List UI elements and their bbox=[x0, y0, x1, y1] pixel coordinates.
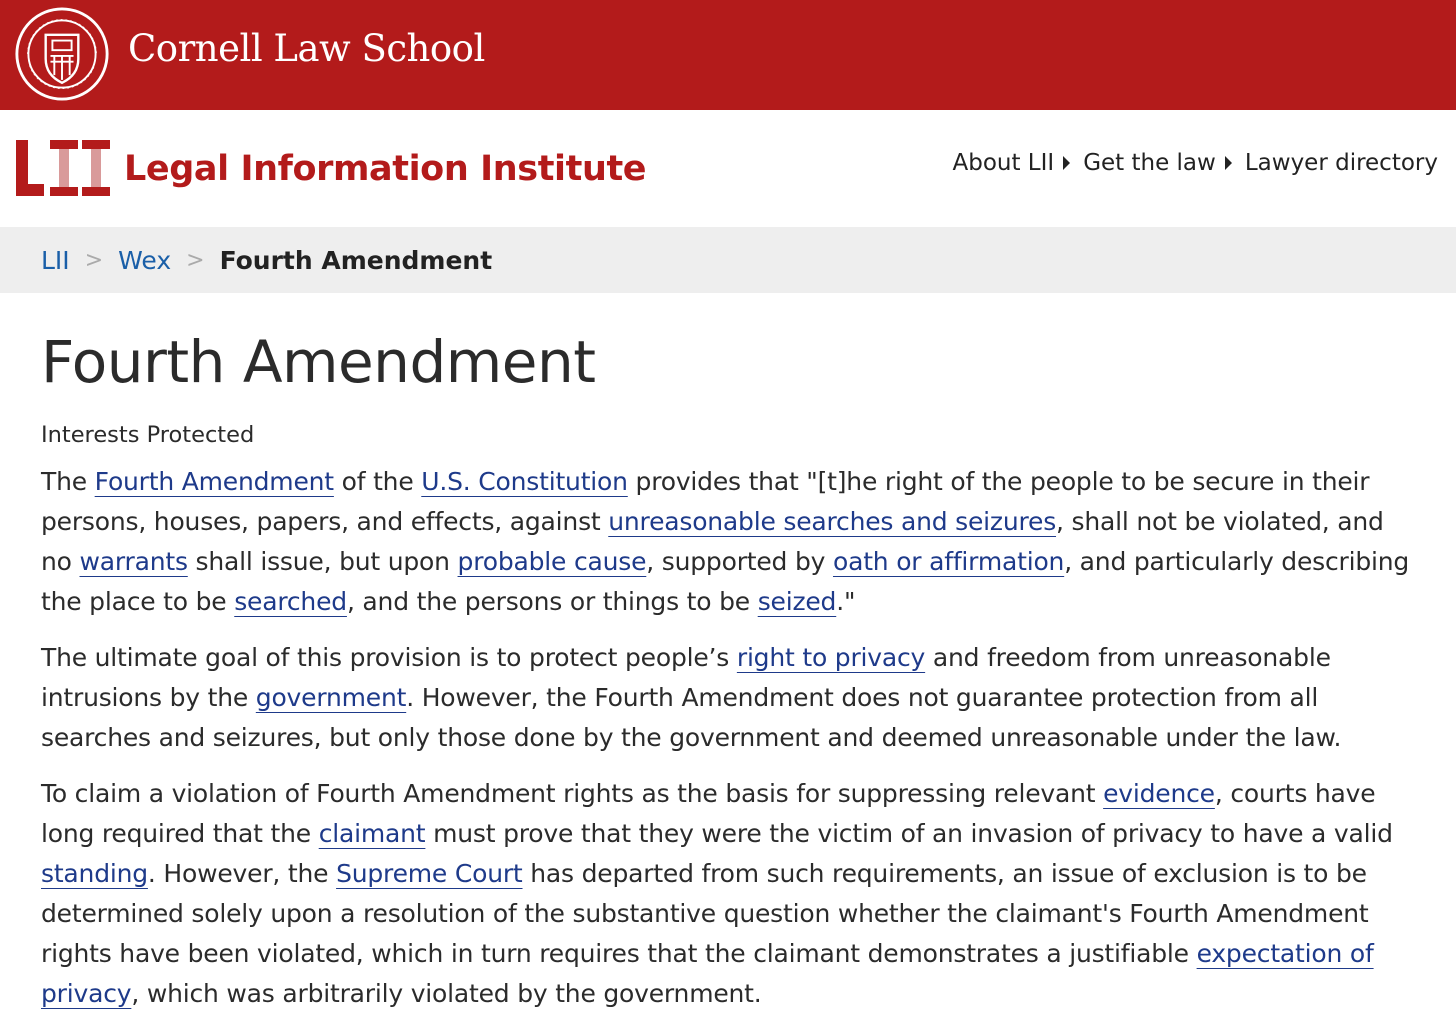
link-evidence[interactable]: evidence bbox=[1103, 778, 1215, 808]
lii-site-name[interactable]: Legal Information Institute bbox=[124, 149, 647, 189]
lii-header bbox=[0, 110, 1456, 227]
link-claimant[interactable]: claimant bbox=[318, 818, 426, 848]
link-probable-cause[interactable]: probable cause bbox=[457, 546, 647, 576]
breadcrumb-current: Fourth Amendment bbox=[219, 245, 493, 275]
link-fourth-amendment[interactable]: Fourth Amendment bbox=[94, 466, 334, 496]
link-searched[interactable]: searched bbox=[234, 586, 347, 616]
link-unreasonable-searches-and-seizures[interactable]: unreasonable searches and seizures bbox=[608, 506, 1057, 536]
article bbox=[0, 328, 1456, 1014]
nav-about-lii[interactable] bbox=[952, 150, 1070, 176]
text: and freedom from unreasonable intrusions by the bbox=[41, 642, 1331, 712]
text: The bbox=[41, 466, 95, 496]
link-right-to-privacy[interactable]: right to privacy bbox=[736, 642, 926, 672]
paragraph-1 bbox=[41, 462, 1418, 622]
nav-label: Lawyer directory bbox=[1244, 150, 1438, 176]
section-subheading: Interests Protected bbox=[41, 421, 255, 448]
link-seized[interactable]: seized bbox=[757, 586, 837, 616]
school-name[interactable]: Cornell Law School bbox=[128, 27, 485, 70]
text: has departed from such requirements, an issue of exclusion is to be determined solely upon a resolution of the substantive question whether the claimant's Fourth Amendment rights have been violated, which in turn requires that the claimant demonstrates a justifiable bbox=[41, 858, 1369, 968]
paragraph-2 bbox=[41, 638, 1418, 758]
top-nav bbox=[952, 150, 1438, 176]
link-expectation-of-privacy[interactable]: expectation of privacy bbox=[41, 938, 1374, 1008]
text: , and the persons or things to be bbox=[346, 586, 758, 616]
page-title: Fourth Amendment bbox=[41, 328, 596, 396]
text: , and particularly describing the place to be bbox=[41, 546, 1410, 616]
breadcrumb-wex[interactable]: Wex bbox=[118, 245, 172, 275]
link-supreme-court[interactable]: Supreme Court bbox=[336, 858, 523, 888]
text: shall issue, but upon bbox=[187, 546, 458, 576]
link-us-constitution[interactable]: U.S. Constitution bbox=[421, 466, 628, 496]
text: must prove that they were the victim of an invasion of privacy to have a valid bbox=[425, 818, 1393, 848]
cornell-header bbox=[0, 0, 1456, 110]
text: of the bbox=[333, 466, 422, 496]
caret-right-icon bbox=[1225, 156, 1232, 170]
text: , courts have long required that the bbox=[41, 778, 1376, 848]
nav-label: About LII bbox=[952, 150, 1055, 176]
link-standing[interactable]: standing bbox=[41, 858, 148, 888]
paragraph-3 bbox=[41, 774, 1418, 1014]
breadcrumb-separator: > bbox=[84, 247, 104, 273]
text: . However, the Fourth Amendment does not guarantee protection from all searches and seizures, but only those done by the government and deemed unreasonable under the law. bbox=[41, 682, 1342, 752]
text: , supported by bbox=[646, 546, 833, 576]
nav-lawyer-directory[interactable] bbox=[1245, 150, 1438, 176]
cornell-seal-icon[interactable] bbox=[14, 6, 110, 102]
nav-get-the-law[interactable] bbox=[1083, 150, 1232, 176]
breadcrumb bbox=[0, 227, 1456, 293]
text: The ultimate goal of this provision is to protect people’s bbox=[41, 642, 737, 672]
caret-right-icon bbox=[1063, 156, 1070, 170]
text: , which was arbitrarily violated by the government. bbox=[131, 978, 762, 1008]
text: . However, the bbox=[147, 858, 337, 888]
text: , shall not be violated, and no bbox=[41, 506, 1384, 576]
link-oath-or-affirmation[interactable]: oath or affirmation bbox=[832, 546, 1065, 576]
text: provides that "[t]he right of the people to be secure in their persons, houses, papers, and effects, against bbox=[41, 466, 1370, 536]
breadcrumb-separator: > bbox=[186, 247, 205, 273]
breadcrumb-lii[interactable]: LII bbox=[41, 245, 70, 275]
nav-label: Get the law bbox=[1083, 150, 1216, 176]
text: To claim a violation of Fourth Amendment rights as the basis for suppressing relevant bbox=[41, 778, 1104, 808]
text: ." bbox=[836, 586, 856, 616]
link-government[interactable]: government bbox=[255, 682, 407, 712]
lii-logo-icon[interactable] bbox=[16, 136, 112, 200]
link-warrants[interactable]: warrants bbox=[79, 546, 188, 576]
